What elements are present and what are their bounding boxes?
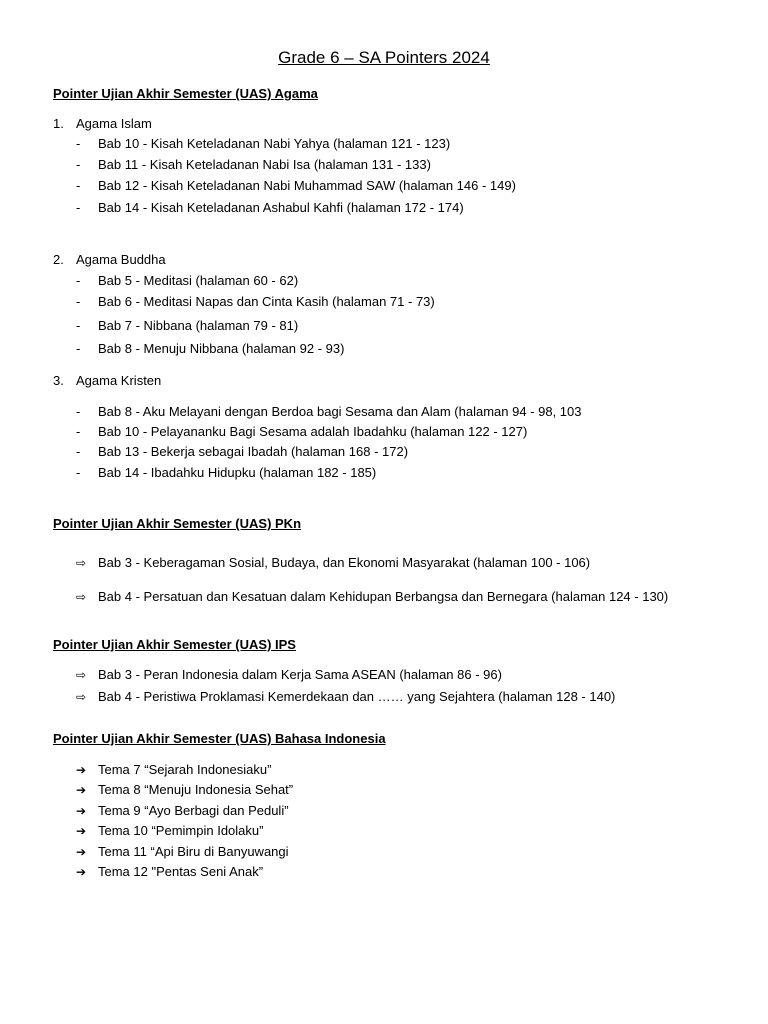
- list-item: - Bab 13 - Bekerja sebagai Ibadah (halaman 168 - 172): [76, 444, 409, 459]
- dash-bullet: -: [76, 465, 81, 480]
- list-item: ➔ Tema 7 “Sejarah Indonesiaku”: [76, 762, 272, 777]
- group-title-buddha: 2. Agama Buddha: [53, 252, 166, 267]
- section-heading-agama: Pointer Ujian Akhir Semester (UAS) Agama: [53, 86, 318, 101]
- list-item: - Bab 5 - Meditasi (halaman 60 - 62): [76, 273, 299, 288]
- list-item: - Bab 6 - Meditasi Napas dan Cinta Kasih (halaman 71 - 73): [76, 294, 435, 309]
- list-item: - Bab 7 - Nibbana (halaman 79 - 81): [76, 318, 299, 333]
- outline-arrow-icon: ⇨: [76, 556, 87, 570]
- section-heading-ips: Pointer Ujian Akhir Semester (UAS) IPS: [53, 637, 296, 652]
- dash-bullet: -: [76, 318, 81, 333]
- arrow-icon: ➔: [76, 845, 87, 859]
- list-item: - Bab 8 - Aku Melayani dengan Berdoa bagi Sesama dan Alam (halaman 94 - 98, 103: [76, 404, 582, 419]
- list-item: ➔ Tema 10 “Pemimpin Idolaku”: [76, 823, 264, 838]
- list-item: ⇨ Bab 4 - Peristiwa Proklamasi Kemerdekaan dan …… yang Sejahtera (halaman 128 - 140): [76, 689, 616, 704]
- list-item: ➔ Tema 8 “Menuju Indonesia Sehat”: [76, 782, 294, 797]
- arrow-icon: ➔: [76, 804, 87, 818]
- dash-bullet: -: [76, 157, 81, 172]
- arrow-icon: ➔: [76, 865, 87, 879]
- list-item: ⇨ Bab 4 - Persatuan dan Kesatuan dalam Kehidupan Berbangsa dan Bernegara (halaman 124 - 130): [76, 589, 669, 604]
- dash-bullet: -: [76, 178, 81, 193]
- section-heading-pkn: Pointer Ujian Akhir Semester (UAS) PKn: [53, 516, 302, 531]
- dash-bullet: -: [76, 444, 81, 459]
- list-item: - Bab 12 - Kisah Keteladanan Nabi Muhammad SAW (halaman 146 - 149): [76, 178, 516, 193]
- outline-arrow-icon: ⇨: [76, 668, 87, 682]
- section-heading-bahasa: Pointer Ujian Akhir Semester (UAS) Bahasa Indonesia: [53, 731, 386, 746]
- dash-bullet: -: [76, 200, 81, 215]
- dash-bullet: -: [76, 273, 81, 288]
- list-item: - Bab 8 - Menuju Nibbana (halaman 92 - 93): [76, 341, 345, 356]
- list-item: - Bab 11 - Kisah Keteladanan Nabi Isa (halaman 131 - 133): [76, 157, 431, 172]
- group-title-kristen: 3. Agama Kristen: [53, 373, 162, 388]
- arrow-icon: ➔: [76, 763, 87, 777]
- list-item: ➔ Tema 12 "Pentas Seni Anak”: [76, 864, 264, 879]
- dash-bullet: -: [76, 136, 81, 151]
- outline-arrow-icon: ⇨: [76, 690, 87, 704]
- list-item: - Bab 10 - Kisah Keteladanan Nabi Yahya (halaman 121 - 123): [76, 136, 451, 151]
- dash-bullet: -: [76, 294, 81, 309]
- group-title-islam: 1. Agama Islam: [53, 116, 152, 131]
- outline-arrow-icon: ⇨: [76, 590, 87, 604]
- list-item: ➔ Tema 9 “Ayo Berbagi dan Peduli”: [76, 803, 289, 818]
- dash-bullet: -: [76, 404, 81, 419]
- list-item: - Bab 14 - Kisah Keteladanan Ashabul Kahfi (halaman 172 - 174): [76, 200, 464, 215]
- dash-bullet: -: [76, 341, 81, 356]
- arrow-icon: ➔: [76, 824, 87, 838]
- list-item: - Bab 14 - Ibadahku Hidupku (halaman 182 - 185): [76, 465, 377, 480]
- page-title: Grade 6 – SA Pointers 2024: [278, 48, 490, 67]
- list-item: ⇨ Bab 3 - Peran Indonesia dalam Kerja Sama ASEAN (halaman 86 - 96): [76, 667, 502, 682]
- list-item: - Bab 10 - Pelayananku Bagi Sesama adalah Ibadahku (halaman 122 - 127): [76, 424, 528, 439]
- list-item: ⇨ Bab 3 - Keberagaman Sosial, Budaya, dan Ekonomi Masyarakat (halaman 100 - 106): [76, 555, 591, 570]
- arrow-icon: ➔: [76, 783, 87, 797]
- dash-bullet: -: [76, 424, 81, 439]
- list-item: ➔ Tema 11 “Api Biru di Banyuwangi: [76, 844, 289, 859]
